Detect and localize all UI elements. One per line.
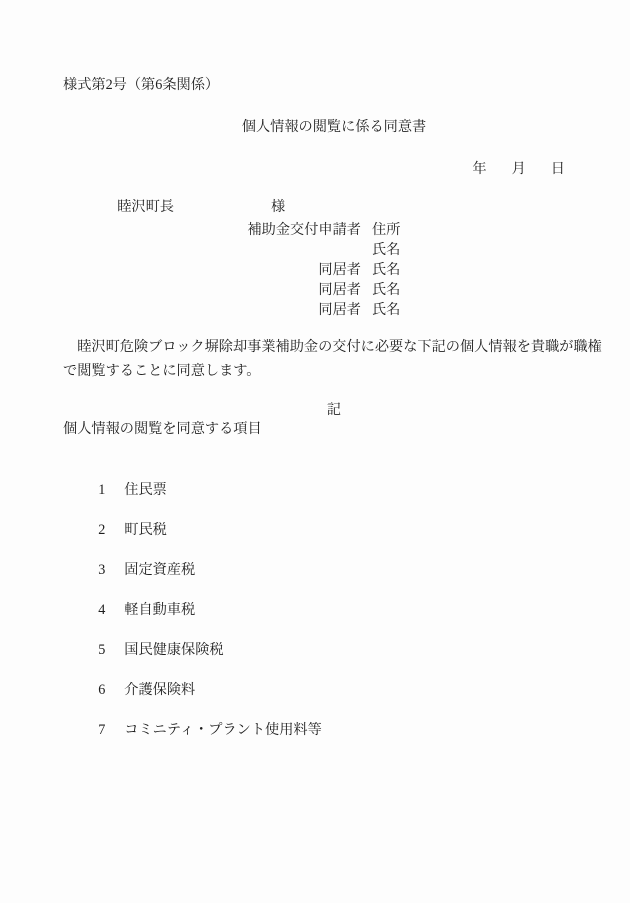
- date-day-label: 日: [550, 161, 565, 177]
- item-number: 1: [98, 482, 106, 498]
- item-label: コミニティ・プラント使用料等: [124, 722, 322, 738]
- item-label: 住民票: [124, 482, 167, 498]
- cohabitant-label: 同居者: [318, 262, 361, 278]
- consent-items-list: [63, 460, 605, 740]
- applicant-label: [63, 240, 361, 260]
- item-label: 軽自動車税: [124, 602, 196, 618]
- item-label: 固定資産税: [124, 562, 196, 578]
- item-number: 4: [98, 602, 106, 618]
- date-year-label: 年: [472, 161, 487, 177]
- applicant-row: [63, 220, 605, 240]
- item-number: 2: [98, 522, 106, 538]
- addressee-name: 睦沢町長: [117, 199, 174, 215]
- list-item: [63, 620, 605, 660]
- applicant-value: 氏名: [372, 302, 401, 318]
- applicant-row: [63, 240, 605, 260]
- list-item: [63, 540, 605, 580]
- applicant-row: [63, 280, 605, 300]
- list-item: [63, 500, 605, 540]
- applicant-row: [63, 260, 605, 280]
- list-item: [63, 460, 605, 500]
- applicant-value: 氏名: [372, 282, 401, 298]
- applicant-value: 氏名: [372, 262, 401, 278]
- list-item: [63, 660, 605, 700]
- list-item: [63, 700, 605, 740]
- item-label: 介護保険料: [124, 682, 196, 698]
- item-number: 7: [98, 722, 106, 738]
- record-marker: 記: [326, 402, 342, 418]
- item-number: 5: [98, 642, 106, 658]
- item-number: 3: [98, 562, 106, 578]
- date-month-label: 月: [511, 161, 526, 177]
- consent-paragraph: 睦沢町危険ブロック塀除却事業補助金の交付に必要な下記の個人情報を貴職が職権で閲覧することに同意します。: [63, 339, 602, 379]
- item-number: 6: [98, 682, 106, 698]
- applicant-value: 氏名: [372, 242, 401, 258]
- applicant-block: [63, 220, 605, 320]
- list-heading: 個人情報の閲覧を同意する項目: [63, 421, 262, 437]
- cohabitant-label: 同居者: [318, 302, 361, 318]
- applicant-label: 補助金交付申請者: [247, 222, 361, 238]
- form-number: 様式第2号（第6条関係）: [63, 77, 220, 93]
- document-title: 個人情報の閲覧に係る同意書: [241, 119, 427, 135]
- applicant-value: 住所: [372, 222, 401, 238]
- item-label: 町民税: [124, 522, 167, 538]
- addressee-honorific: 様: [270, 199, 286, 215]
- item-label: 国民健康保険税: [124, 642, 224, 658]
- cohabitant-label: 同居者: [318, 282, 361, 298]
- list-item: [63, 580, 605, 620]
- applicant-row: [63, 300, 605, 320]
